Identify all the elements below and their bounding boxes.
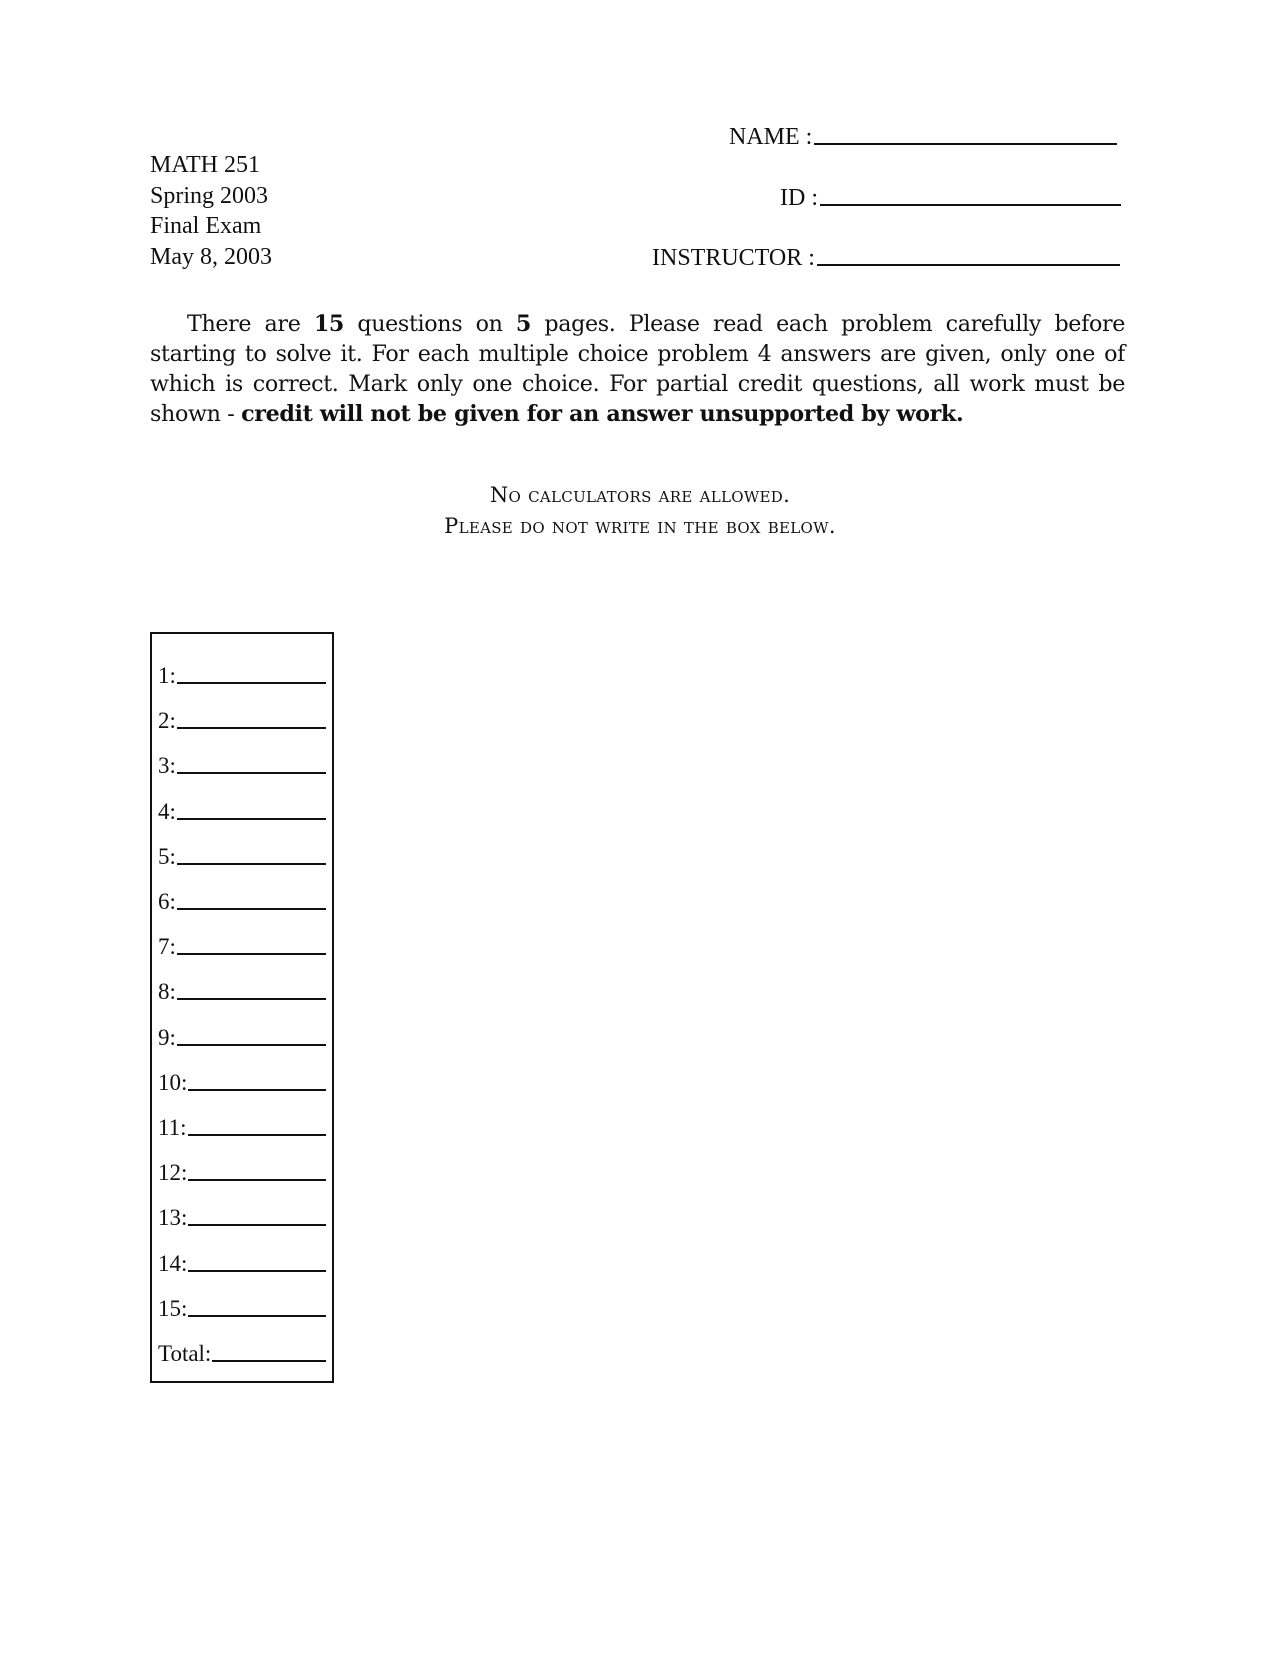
score-slot — [177, 863, 326, 865]
score-row — [158, 979, 326, 1005]
score-slot — [188, 1089, 326, 1091]
score-row — [158, 1025, 326, 1051]
score-row-label: 6: — [158, 889, 176, 914]
score-total-label: Total: — [158, 1341, 212, 1366]
score-slot — [177, 818, 326, 820]
score-row-label: 15: — [158, 1295, 188, 1321]
instructions-paragraph — [150, 309, 1125, 429]
score-slot — [177, 998, 326, 1000]
score-row-label: 8: — [158, 979, 176, 1005]
score-row-label: 1: — [158, 663, 176, 688]
page-count: 5 — [515, 311, 532, 337]
score-slot — [177, 908, 326, 910]
exam-title: Final Exam — [150, 213, 262, 239]
score-row — [158, 753, 326, 779]
instructor-line[interactable] — [817, 264, 1120, 266]
do-not-write-notice: Please do not write in the box below. — [444, 514, 836, 538]
score-row-label: 4: — [158, 798, 176, 824]
instructions-text-3: pages. Please read each problem carefully before starting to solve it. For each multiple choice problem 4 answers are given, only one of which is correct. Mark only one choice. For partial credit questions, all work must be shown - — [150, 311, 1125, 427]
score-slot — [177, 953, 326, 955]
score-row — [158, 844, 326, 870]
score-slot — [177, 682, 326, 684]
credit-warning: credit will not be given for an answer unsupported by work. — [241, 401, 964, 427]
score-row-label: 9: — [158, 1024, 176, 1050]
score-row — [158, 889, 326, 915]
id-line[interactable] — [820, 204, 1121, 206]
score-row-label: 5: — [158, 843, 176, 869]
score-row-label: 12: — [158, 1160, 188, 1186]
id-field[interactable] — [780, 184, 1121, 212]
score-row-label: 7: — [158, 934, 176, 960]
score-row — [158, 1160, 326, 1186]
score-row — [158, 934, 326, 960]
score-row-label: 11: — [158, 1115, 187, 1140]
score-box — [150, 632, 334, 1383]
no-calculators-notice: No calculators are allowed. — [489, 483, 791, 507]
score-row — [158, 1070, 326, 1096]
score-row-label: 2: — [158, 708, 176, 734]
score-row — [158, 1115, 326, 1141]
instructions-text-2: questions on — [344, 311, 516, 337]
score-slot — [188, 1134, 326, 1136]
score-row-label: 3: — [158, 753, 176, 779]
instructions-text-1: There are — [187, 311, 314, 337]
score-row-label: 14: — [158, 1250, 188, 1276]
score-slot — [188, 1224, 326, 1226]
question-count: 15 — [313, 311, 345, 337]
score-row — [158, 1205, 326, 1231]
score-row — [158, 663, 326, 689]
instructor-label: INSTRUCTOR : — [652, 245, 815, 271]
exam-date: May 8, 2003 — [150, 243, 272, 270]
course-info — [150, 150, 272, 272]
score-slot — [188, 1270, 326, 1272]
course-term: Spring 2003 — [150, 182, 269, 209]
score-row-label: 10: — [158, 1069, 188, 1095]
course-code: MATH 251 — [150, 152, 261, 178]
name-line[interactable] — [814, 143, 1117, 145]
score-slot — [177, 1044, 326, 1046]
name-label: NAME : — [729, 124, 813, 150]
instructor-field[interactable] — [652, 244, 1120, 272]
name-field[interactable] — [729, 123, 1117, 151]
score-row-label: 13: — [158, 1205, 188, 1231]
score-row — [158, 799, 326, 825]
score-total-slot — [212, 1360, 326, 1362]
score-total-row — [158, 1341, 326, 1367]
score-slot — [188, 1179, 326, 1181]
id-label: ID : — [780, 185, 818, 211]
score-row — [158, 708, 326, 734]
score-slot — [188, 1315, 326, 1317]
score-slot — [177, 727, 326, 729]
score-row — [158, 1296, 326, 1322]
score-row — [158, 1251, 326, 1277]
score-slot — [177, 772, 326, 774]
